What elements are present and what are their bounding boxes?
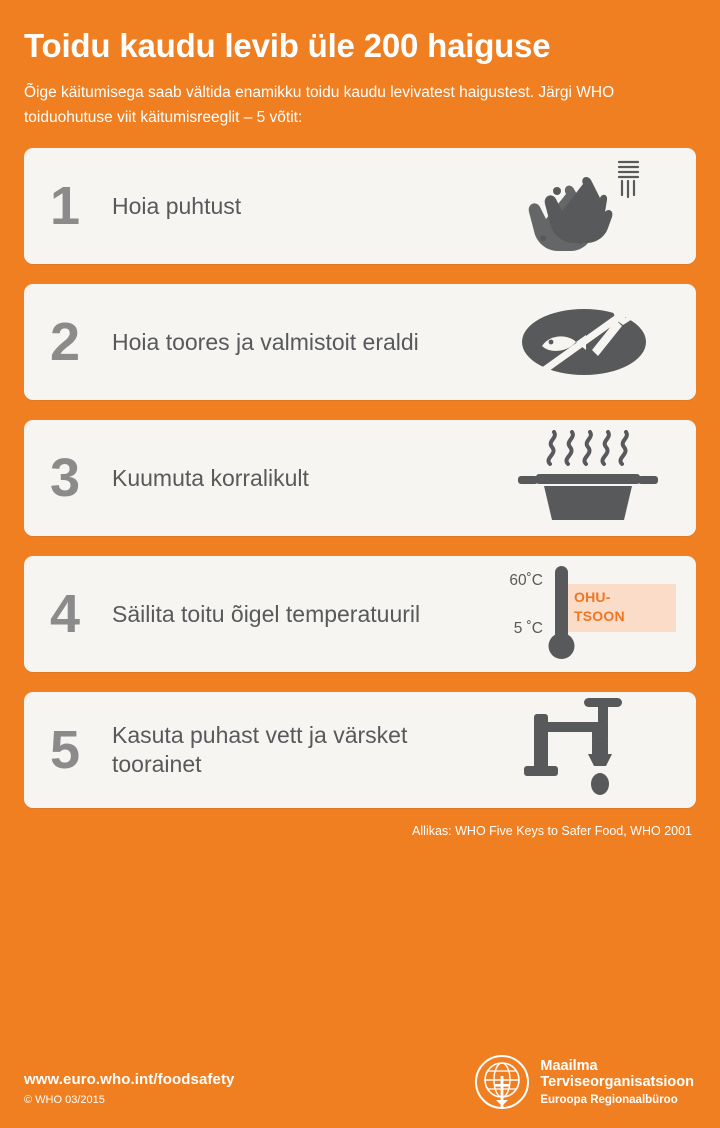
who-name-line2: Terviseorganisatsioon	[540, 1074, 694, 1090]
thermometer-icon	[488, 556, 678, 672]
page-title: Toidu kaudu levib üle 200 haiguse	[24, 27, 551, 64]
thermometer-graphic	[542, 562, 582, 666]
key-label: Hoia toores ja valmistoit eraldi	[112, 328, 419, 355]
who-region-line: Euroopa Regionaalbüroo	[540, 1094, 678, 1107]
list-item	[24, 556, 696, 672]
key-number: 5	[50, 720, 81, 781]
who-name-line1: Maailma	[540, 1057, 598, 1074]
source-note: Allikas: WHO Five Keys to Safer Food, WHO 2001	[412, 824, 692, 839]
list-item	[24, 420, 696, 536]
key-number: 4	[50, 584, 81, 645]
temperature-low-label: 5 ˚C	[513, 620, 543, 638]
steaming-pot-icon	[488, 420, 678, 536]
water-tap-icon	[488, 692, 678, 808]
list-item	[24, 284, 696, 400]
copyright-text: © WHO 03/2015	[24, 1094, 105, 1106]
poster-footer	[24, 1054, 696, 1110]
key-number: 3	[50, 448, 81, 509]
list-item	[24, 692, 696, 808]
key-number: 1	[50, 176, 81, 237]
key-label: Kuumuta korralikult	[112, 464, 309, 491]
footer-left	[24, 1071, 234, 1110]
who-logo-text	[540, 1058, 694, 1106]
who-logo-block	[474, 1054, 696, 1110]
page-subtitle: Õige käitumisega saab vältida enamikku toidu kaudu levivatest haigustest. Järgi WHO toiduohutuse viit käitumisreeglit – 5 võtit:	[24, 84, 615, 127]
raw-cooked-separation-icon	[488, 284, 678, 400]
poster-header	[24, 0, 696, 130]
key-label: Kasuta puhast vett ja värsket toorainet	[112, 721, 408, 778]
danger-zone-label: OHU- TSOON	[574, 589, 625, 624]
who-emblem-icon	[474, 1054, 530, 1110]
list-item	[24, 148, 696, 264]
key-label: Säilita toitu õigel temperatuuril	[112, 600, 421, 627]
washing-hands-icon	[488, 148, 678, 264]
website-link[interactable]: www.euro.who.int/foodsafety	[24, 1071, 235, 1088]
temperature-high-label: 60˚C	[509, 572, 543, 590]
key-number: 2	[50, 312, 81, 373]
key-label: Hoia puhtust	[112, 192, 242, 219]
keys-list	[24, 148, 696, 808]
